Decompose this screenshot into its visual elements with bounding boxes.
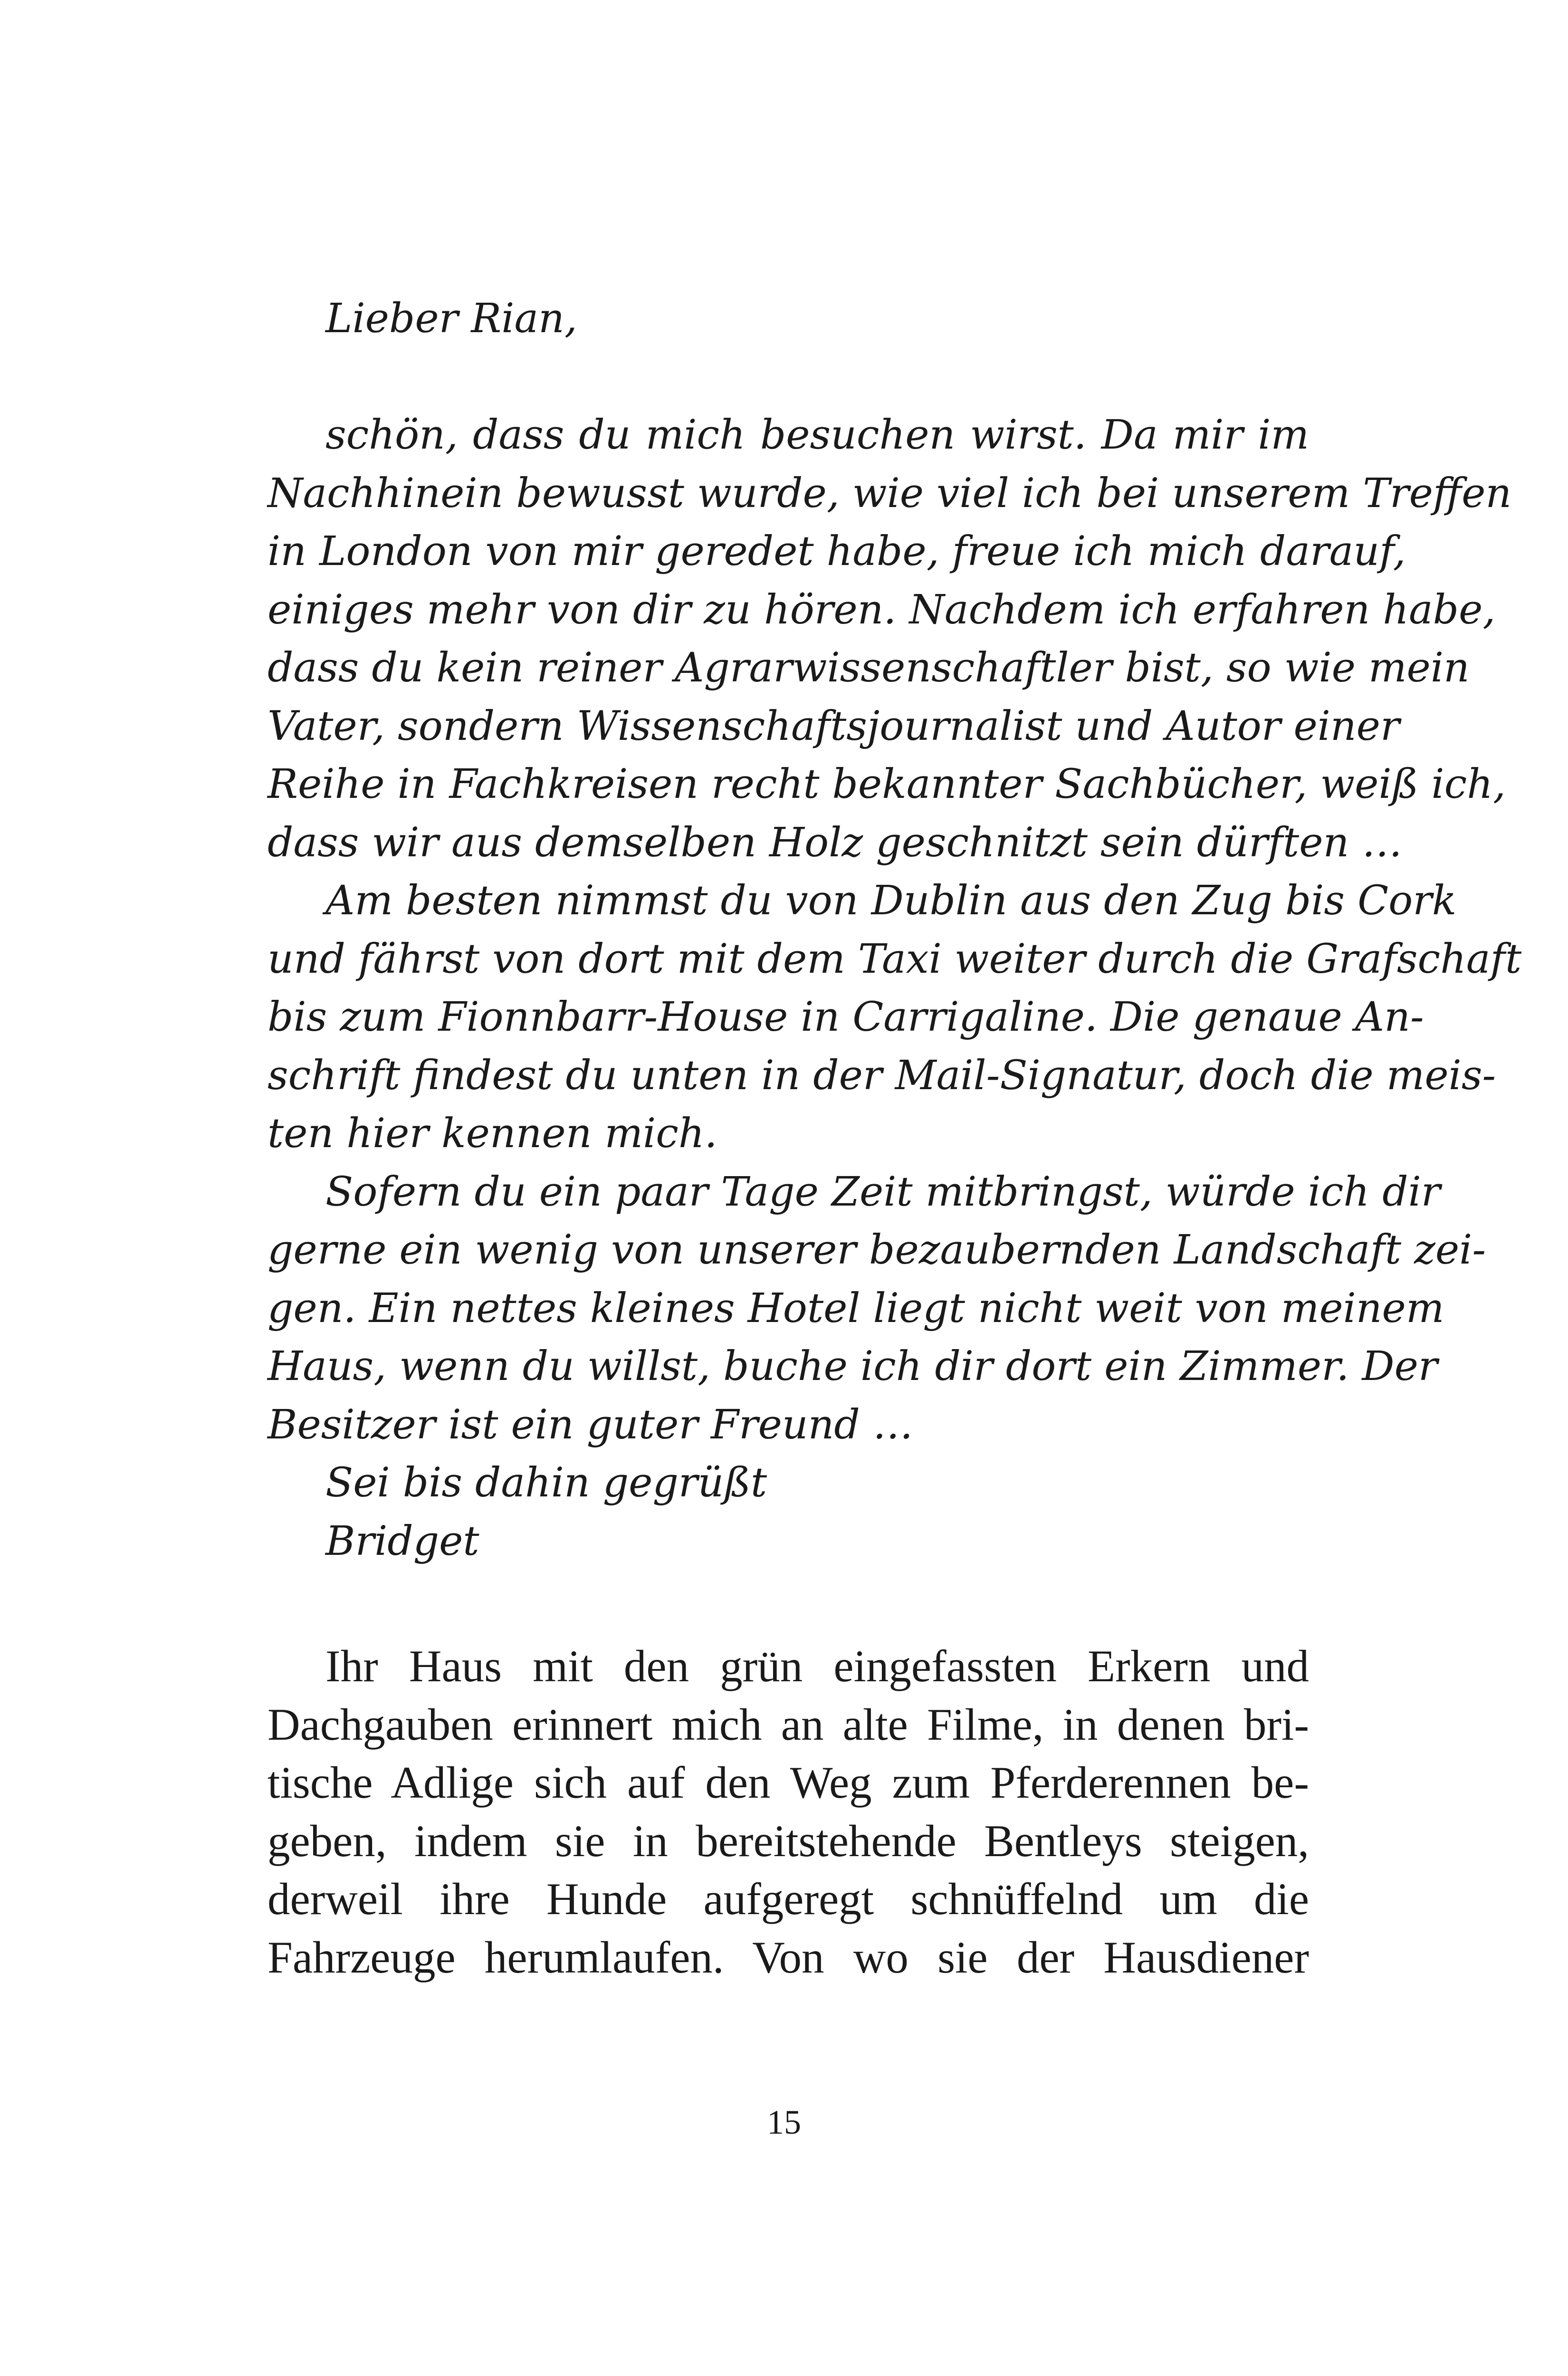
text-line: Vater, sondern Wissenschaftsjournalist und Autor einer xyxy=(268,702,1400,750)
letter-salutation: Lieber Rian, xyxy=(325,295,577,342)
email-letter xyxy=(268,290,1522,1571)
letter-paragraph-3 xyxy=(268,1163,1486,1455)
letter-paragraph-2 xyxy=(268,872,1522,1163)
text-line: einiges mehr von dir zu hören. Nachdem ich erfahren habe, xyxy=(268,586,1496,633)
page-number: 15 xyxy=(767,2103,801,2141)
text-line: Sofern du ein paar Tage Zeit mitbringst, würde ich dir xyxy=(325,1168,1441,1216)
text-line: Reihe in Fachkreisen recht bekannter Sachbücher, weiß ich, xyxy=(268,761,1506,808)
letter-closing: Sei bis dahin gegrüßt xyxy=(325,1459,767,1506)
text-line: Dachgauben erinnert mich an alte Filme, in denen bri- xyxy=(268,1699,1309,1750)
text-line: derweil ihre Hunde aufgeregt schnüffelnd um die xyxy=(268,1874,1309,1924)
blank-line xyxy=(268,348,1309,407)
text-line: Besitzer ist ein guter Freund … xyxy=(268,1401,913,1448)
text-line: Haus, wenn du willst, buche ich dir dort ein Zimmer. Der xyxy=(268,1343,1438,1390)
text-line: Fahrzeuge herumlaufen. Von wo sie der Hausdiener xyxy=(268,1932,1309,1983)
text-line: bis zum Fionnbarr-House in Carrigaline. Die genaue An- xyxy=(268,994,1424,1041)
text-line: und fährst von dort mit dem Taxi weiter durch die Grafschaft xyxy=(268,935,1522,983)
text-line: ten hier kennen mich. xyxy=(268,1110,717,1157)
text-line: gerne ein wenig von unserer bezaubernden Landschaft zei- xyxy=(268,1226,1486,1274)
text-line: tische Adlige sich auf den Weg zum Pferderennen be- xyxy=(268,1757,1309,1808)
text-line: schrift findest du unten in der Mail-Signatur, doch die meis- xyxy=(268,1052,1496,1099)
text-line: in London von mir geredet habe, freue ich mich darauf, xyxy=(268,528,1406,575)
narrative-paragraph xyxy=(268,1637,1309,1986)
text-line: schön, dass du mich besuchen wirst. Da mir im xyxy=(325,412,1309,459)
text-line: dass wir aus demselben Holz geschnitzt sein dürften … xyxy=(268,819,1403,866)
text-line: dass du kein reiner Agrarwissenschaftler bist, so wie mein xyxy=(268,644,1470,691)
text-line: Ihr Haus mit den grün eingefassten Erkern und xyxy=(325,1641,1309,1691)
letter-paragraph-1 xyxy=(268,406,1512,872)
text-line: Nachhinein bewusst wurde, wie viel ich bei unserem Treffen xyxy=(268,469,1512,517)
text-line: geben, indem sie in bereitstehende Bentleys steigen, xyxy=(268,1815,1309,1866)
letter-signature: Bridget xyxy=(325,1517,479,1565)
text-line: gen. Ein nettes kleines Hotel liegt nicht weit von meinem xyxy=(268,1284,1444,1332)
text-line: Am besten nimmst du von Dublin aus den Zug bis Cork xyxy=(325,877,1457,924)
